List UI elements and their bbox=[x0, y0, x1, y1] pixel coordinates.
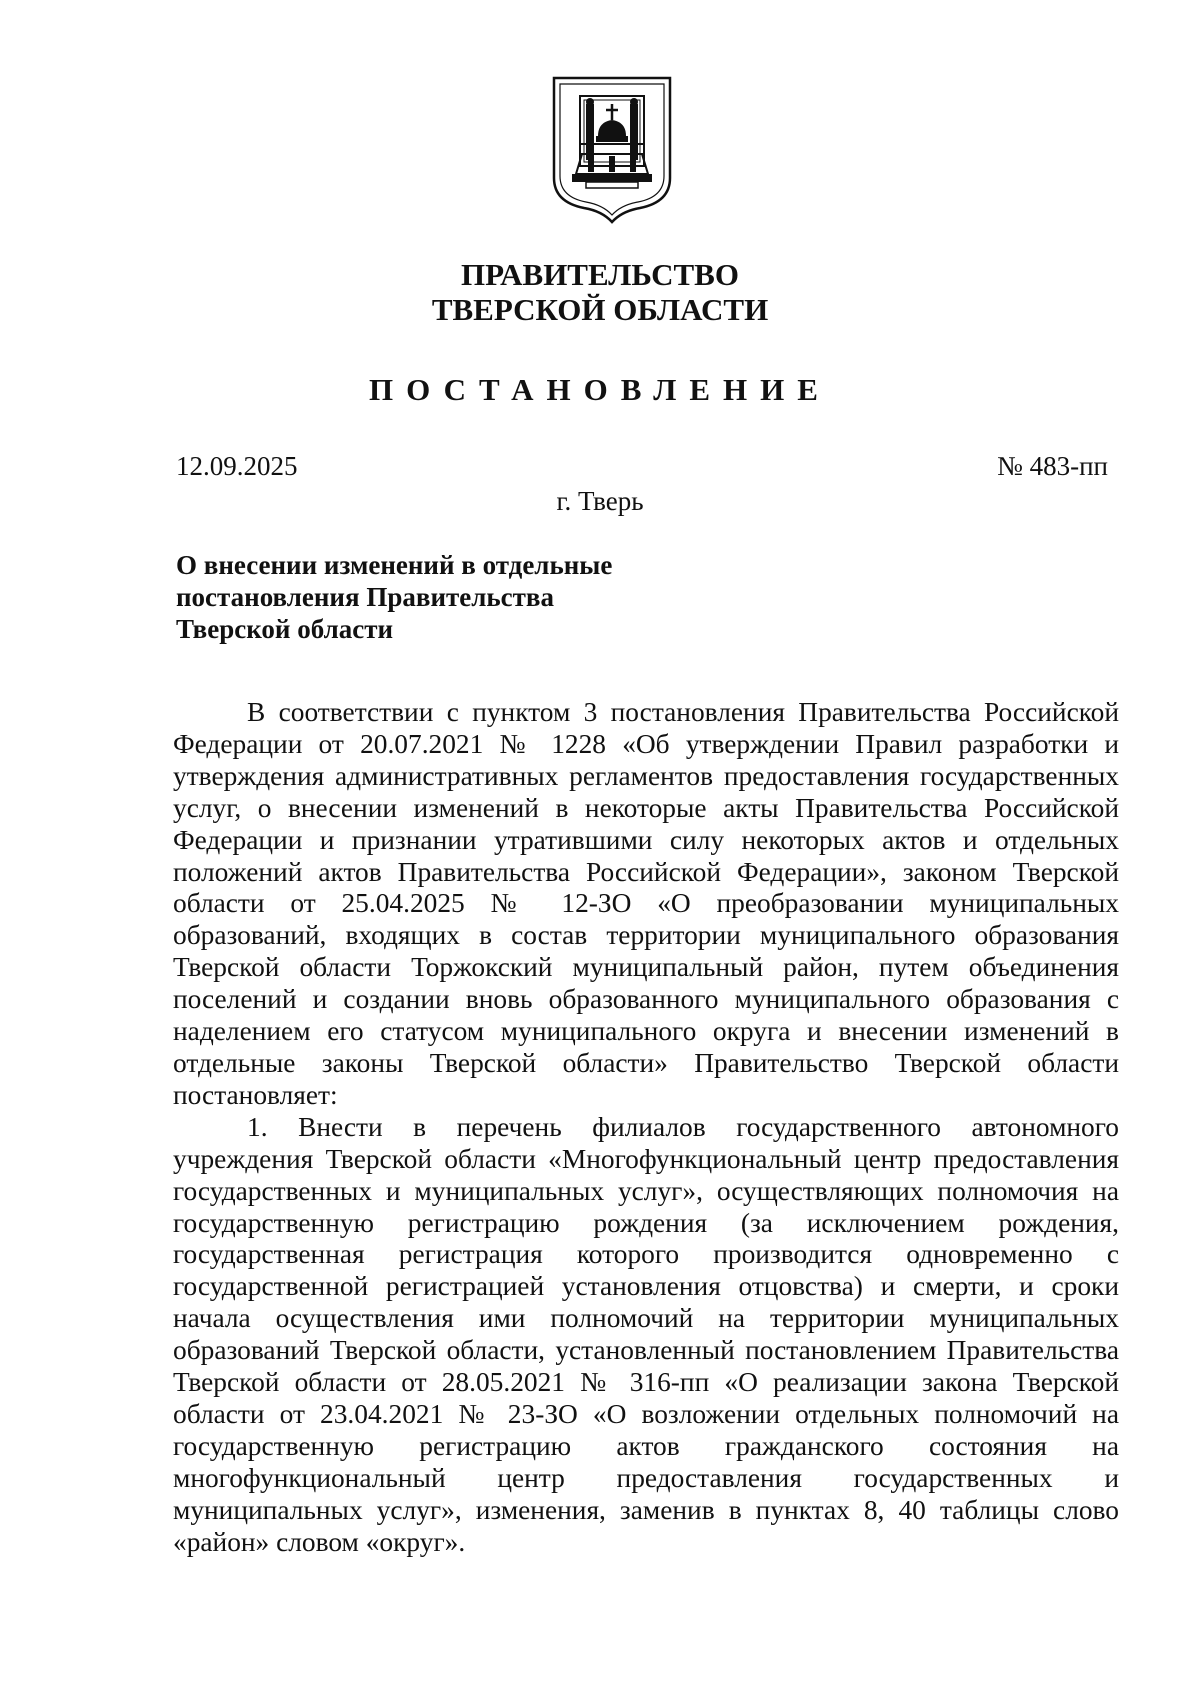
body-paragraph-item1: 1. Внести в перечень филиалов государственного автономного учреждения Тверской области «Многофункциональный центр предоставления государственных и муниципальных услуг», осуществляющих полномочия на государственную регистрацию рождения (за исключением рождения, государственная регистрация которого производится одновременно с государственной регистрацией установления отцовства) и смерти, и сроки начала осуществления ими полномочий на территории муниципальных образований Тверской области, установленный постановлением Правительства Тверской области от 28.05.2021 № 316-пп «О реализации закона Тверской области от 23.04.2021 № 23-ЗО «О возложении отдельных полномочий на государственную регистрацию актов гражданского состояния на многофункциональный центр предоставления государственных и муниципальных услуг», изменения, заменив в пунктах 8, 40 таблицы слово «район» словом «округ». bbox=[173, 1111, 1119, 1557]
document-number: № 483-пп bbox=[997, 451, 1108, 481]
tver-coat-of-arms-icon bbox=[550, 74, 674, 224]
document-city: г. Тверь bbox=[556, 486, 644, 516]
body-paragraph-preamble: В соответствии с пунктом 3 постановления Правительства Российской Федерации от 20.07.2021 № 1228 «Об утверждении Правил разработки и утверждения административных регламентов предоставления государственных услуг, о внесении изменений в некоторые акты Правительства Российской Федерации и признании утратившими силу некоторых актов и отдельных положений актов Правительства Российской Федерации», законом Тверской области от 25.04.2025 № 12-ЗО «О преобразовании муниципальных образований, входящих в состав территории муниципального образования Тверской области Торжокский муниципальный район, путем объединения поселений и создании вновь образованного муниципального образования с наделением его статусом муниципального округа и внесении изменений в отдельные законы Тверской области» Правительство Тверской области постановляет: bbox=[173, 697, 1119, 1110]
document-subject bbox=[176, 549, 776, 645]
document-date: 12.09.2025 bbox=[176, 451, 298, 481]
government-title bbox=[0, 257, 1200, 327]
document-type: ПОСТАНОВЛЕНИЕ bbox=[369, 372, 831, 407]
government-title-line1: ПРАВИТЕЛЬСТВО bbox=[461, 257, 739, 292]
document-body bbox=[173, 697, 1119, 1558]
subject-line2: постановления Правительства bbox=[176, 582, 554, 612]
government-title-line2: ТВЕРСКОЙ ОБЛАСТИ bbox=[431, 292, 769, 327]
subject-line1: О внесении изменений в отдельные bbox=[176, 550, 613, 580]
subject-line3: Тверской области bbox=[176, 614, 394, 644]
